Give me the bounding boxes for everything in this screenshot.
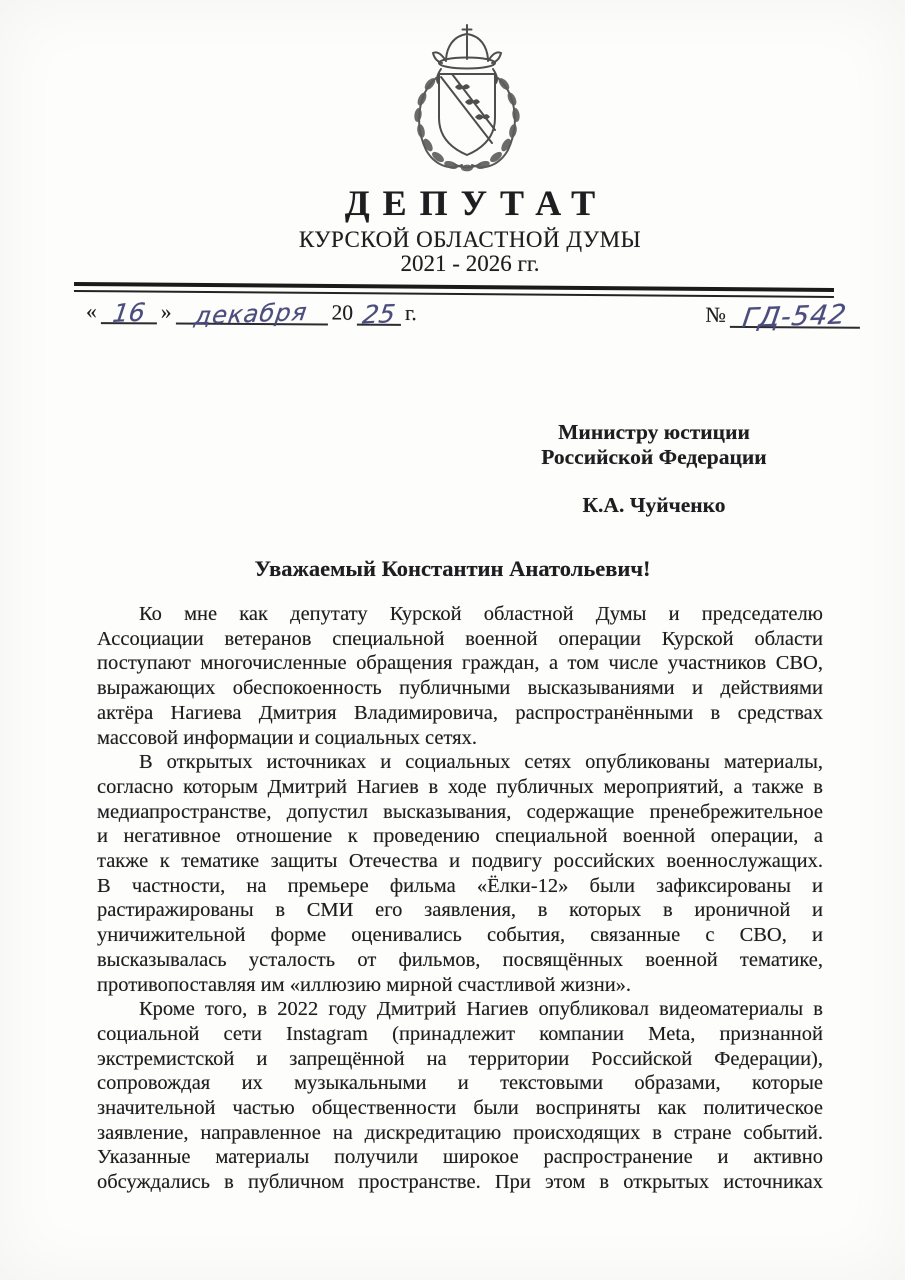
date-year-handwritten: 25	[360, 299, 398, 330]
document-number-handwritten: ГД-542	[740, 299, 850, 335]
body-line: выражающих обеспокоенность публичными высказываниями и действиями	[97, 677, 823, 700]
date-month-blank	[175, 295, 327, 331]
date-day-blank	[101, 294, 157, 328]
body-line: растиражированы в СМИ его заявления, в которых в ироничной и	[97, 899, 823, 922]
body-line: уничижительной форме оценивались события, связанные с СВО, и	[97, 924, 823, 947]
number-blank	[730, 298, 860, 335]
date-day-handwritten: 16	[110, 297, 147, 328]
addressee-block	[540, 420, 768, 518]
body-line: экстремистской и запрещённой на территории Российской Федерации),	[97, 1047, 823, 1070]
addressee-title-line1: Министру юстиции	[558, 420, 750, 444]
body-line: медиапространстве, допустил высказывания, содержащие пренебрежительное	[97, 800, 823, 823]
body-line: также к тематике защиты Отечества и подвигу российских военнослужащих.	[97, 850, 823, 873]
body-line: Ассоциации ветеранов специальной военной операции Курской области	[97, 627, 823, 650]
body-line: актёра Нагиева Дмитрия Владимировича, распространёнными в средствах	[97, 701, 823, 724]
body-line: массовой информации и социальных сетях.	[97, 726, 477, 749]
letter-body	[97, 602, 823, 1195]
number-sign: №	[705, 302, 727, 327]
body-line: Ко мне как депутату Курской областной Думы и председателю	[139, 603, 823, 625]
kursk-coat-of-arms-emblem	[404, 22, 530, 174]
body-line: В частности, на премьере фильма «Ёлки-12» были зафиксированы и	[97, 874, 823, 897]
addressee-name: К.А. Чуйченко	[582, 493, 726, 517]
addressee-title-line2: Российской Федерации	[541, 445, 767, 469]
date-field	[85, 294, 417, 331]
date-year-blank	[357, 296, 401, 330]
date-century-printed: 20	[331, 300, 354, 325]
body-line: сопровождая их музыкальными и текстовыми образами, которые	[97, 1072, 823, 1095]
document-number-field	[705, 298, 860, 335]
body-line: поступают многочисленные обращения граждан, а том числе участников СВО,	[97, 652, 823, 675]
body-line: и негативное отношение к проведению специальной военной операции, а	[97, 825, 823, 848]
reference-row	[85, 294, 860, 335]
body-line: согласно которым Дмитрий Нагиев в ходе публичных мероприятий, а также в	[97, 775, 823, 798]
body-line: заявление, направленное на дискредитацию происходящих в стране событий.	[97, 1121, 823, 1144]
date-open-quote: «	[85, 299, 97, 324]
body-line: обсуждались в публичном пространстве. При этом в открытых источниках	[97, 1171, 823, 1194]
letterhead-term: 2021 - 2026 гг.	[400, 251, 540, 276]
date-suffix: г.	[404, 300, 417, 326]
body-line: высказывалась усталость от фильмов, посвящённых военной тематике,	[97, 948, 823, 971]
letterhead-subtitle: КУРСКОЙ ОБЛАСТНОЙ ДУМЫ	[298, 227, 642, 252]
body-line: Указанные материалы получили широкое распространение и активно	[97, 1146, 823, 1169]
body-line: социальной сети Instagram (принадлежит компании Meta, признанной	[97, 1022, 823, 1045]
body-line: Кроме того, в 2022 году Дмитрий Нагиев опубликовал видеоматериалы в	[139, 998, 823, 1021]
date-month-handwritten: декабря	[193, 297, 310, 331]
date-close-quote: »	[160, 299, 172, 324]
body-line: В открытых источниках и социальных сетях опубликованы материалы,	[139, 751, 823, 774]
body-line: противопоставляя им «иллюзию мирной счастливой жизни».	[97, 973, 632, 996]
salutation: Уважаемый Константин Анатольевич!	[254, 556, 651, 581]
body-line: значительной частью общественности были восприняты как политическое	[97, 1097, 823, 1120]
letterhead-title: ДЕПУТАТ	[344, 183, 609, 223]
